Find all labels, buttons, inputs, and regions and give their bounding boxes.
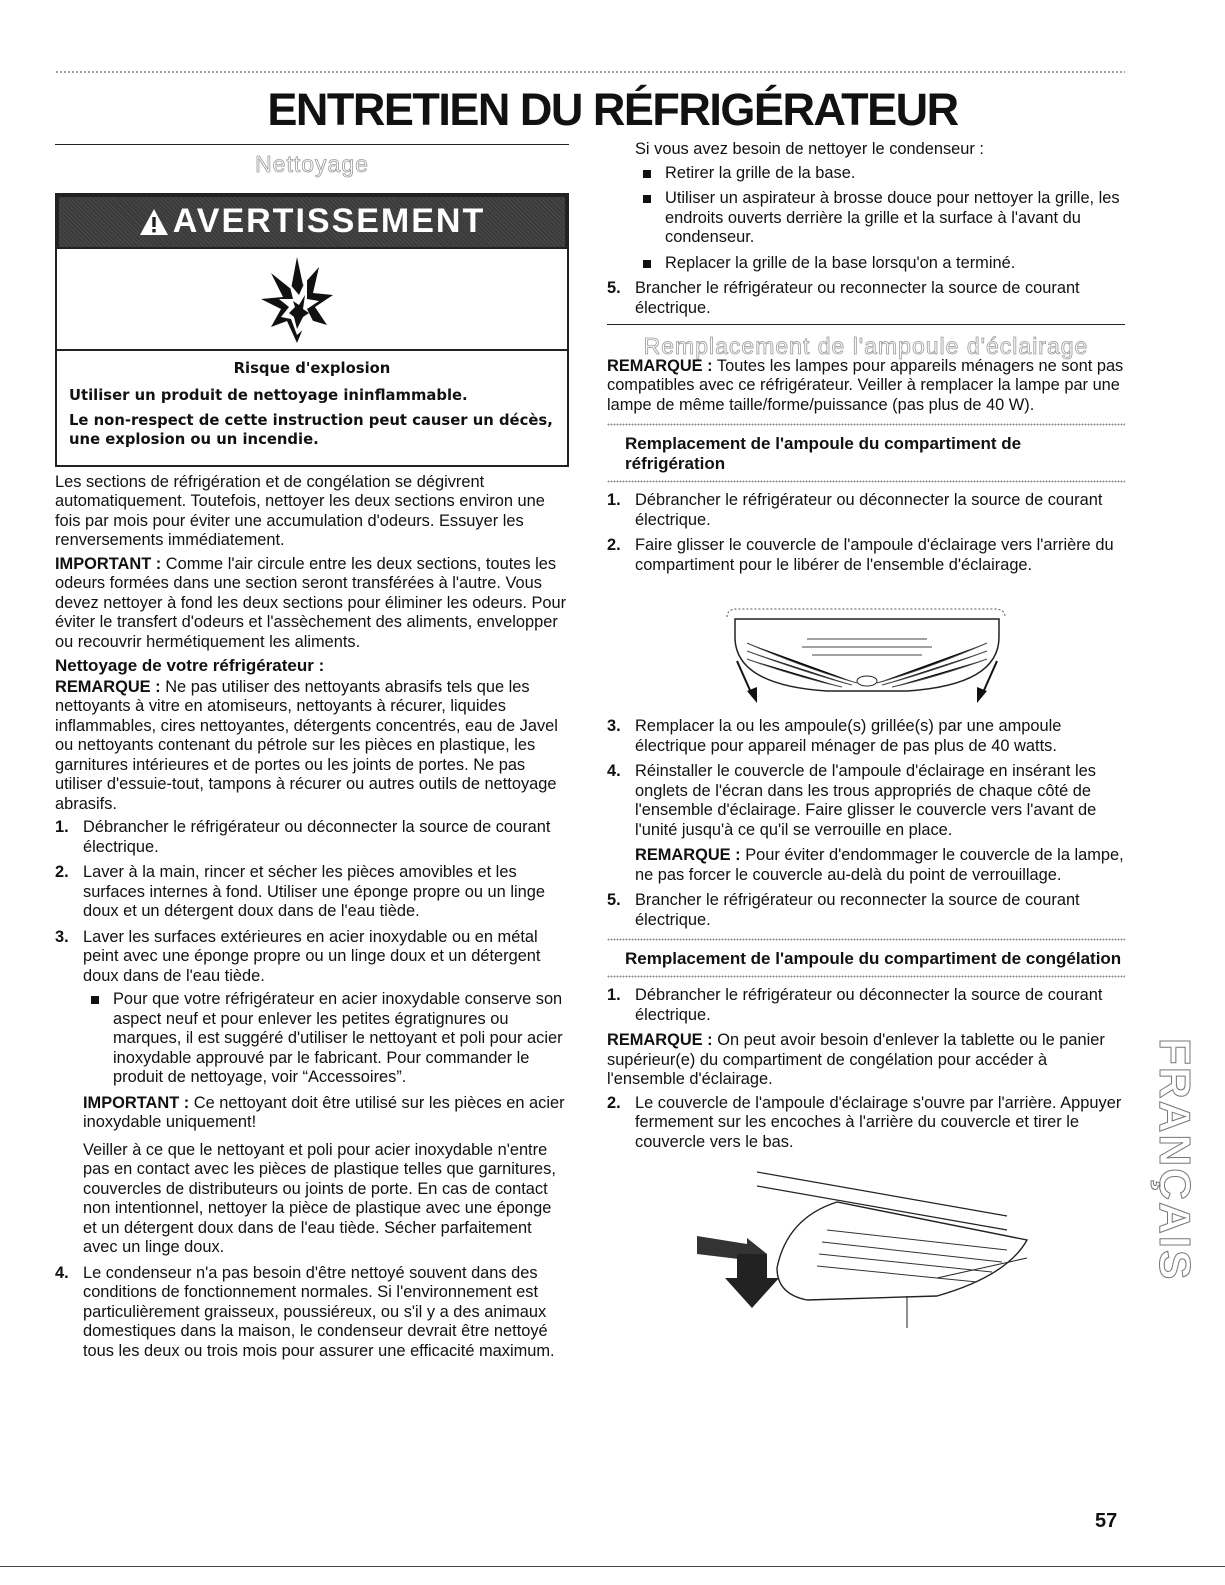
list-item: 1. Débrancher le réfrigérateur ou déconnecter la source de courant électrique. <box>55 818 551 856</box>
lamp-remarque: REMARQUE : Toutes les lampes pour appareils ménagers ne sont pas compatibles avec ce réfrigérateur. Veiller à remplacer la lampe par une lampe de même taille/forme/puissance (pas plus de 40 W). <box>607 356 1124 414</box>
warning-header <box>57 195 567 249</box>
dotted-divider <box>607 938 1125 941</box>
warning-triangle-icon <box>139 207 169 237</box>
list-item: 2. Faire glisser le couvercle de l'ampoule d'éclairage vers l'arrière du compartiment pour le libérer de l'ensemble d'éclairage. <box>607 536 1114 574</box>
list-item: 5. Brancher le réfrigérateur ou reconnecter la source de courant électrique. <box>607 891 1080 929</box>
bullet-square-icon <box>643 170 651 178</box>
fridge-lamp-steps-a <box>607 491 1125 575</box>
warning-text <box>57 351 567 465</box>
section-heading-lamp: Remplacement de l'ampoule d'éclairage <box>643 333 1089 359</box>
dotted-divider <box>607 480 1125 483</box>
list-item: 1. Débrancher le réfrigérateur ou déconnecter la source de courant électrique. <box>607 491 1103 529</box>
freezer-remarque: REMARQUE : On peut avoir besoin d'enlever la tablette ou le panier supérieur(e) du compartiment de congélation pour accéder à l'ensemble d'éclairage. <box>607 1031 1105 1088</box>
fridge-lamp-cover-illustration <box>607 581 1125 711</box>
important-paragraph-1 <box>55 555 569 653</box>
list-item: 5. Brancher le réfrigérateur ou reconnecter la source de courant électrique. <box>607 279 1080 317</box>
top-dotted-border <box>55 70 1125 74</box>
explosion-icon <box>257 255 337 345</box>
condenser-step5 <box>607 279 1125 318</box>
freezer-lamp-cover-illustration <box>607 1158 1125 1328</box>
fridge-lamp-steps-b <box>607 717 1125 930</box>
list-item: 3. Laver les surfaces extérieures en acier inoxydable ou en métal peint avec une éponge propre ou un linge doux et un détergent doux dans de l'eau tiède. Pour que votre réfrigérateur en acier inoxydable conserve son aspect neuf et pour enlever les petites égratignures ou marques, il est suggéré d'utiliser le nettoyant et poli pour acier inoxydable approuvé par le fabricant. Pour commander le produit de nettoyage, voir “Accessoires”. IMPORTANT : Ce nettoyant doit être utilisé sur les pièces en acier inoxydable uniquement! Veiller à ce que le nettoyant et poli pour acier inoxydable n'entre pas en contact avec les pièces de plastique telles que garnitures, couvercles de distributeurs ou joints de porte. En cas de contact non intentionnel, nettoyer la pièce de plastique avec une éponge et un détergent doux dans de l'eau tiède. Sécher parfaitement avec un linge doux. <box>55 928 569 1258</box>
list-item: Replacer la grille de la base lorsqu'on a terminé. <box>635 254 1125 274</box>
right-column <box>607 140 1125 1328</box>
step3-bullets <box>83 990 569 1088</box>
list-item: 2. Laver à la main, rincer et sécher les pièces amovibles et les surfaces internes à fond. Utiliser une éponge propre ou un linge doux et un détergent doux dans de l'eau tiède. <box>55 863 545 920</box>
right-rule <box>607 324 1125 325</box>
left-column <box>55 144 569 1367</box>
list-item: Pour que votre réfrigérateur en acier inoxydable conserve son aspect neuf et pour enlever les petites égratignures ou marques, il est suggéré d'utiliser le nettoyant et poli pour acier inoxydable approuvé par le fabricant. Pour commander le produit de nettoyage, voir “Accessoires”. <box>83 990 569 1088</box>
bottom-rule <box>0 1566 1225 1567</box>
remarque-text: Ne pas utiliser des nettoyants abrasifs tels que les nettoyants à vitre en atomiseurs, nettoyants à récurer, liquides inflammables, cires nettoyantes, détergents concentrés, eau de Javel ou nettoyants contenant du pétrole sur les pièces en plastique, les garnitures intérieures et de portes ou les joints de portes. Ne pas utiliser d'essuie-tout, tampons à récurer ou autres outils de nettoyage abrasifs. <box>55 677 558 813</box>
list-item: Retirer la grille de la base. <box>635 164 1125 184</box>
important-text-1: Comme l'air circule entre les deux sections, toutes les odeurs formées dans une section seront transférées à l'autre. Vous devez nettoyer à fond les deux sections pour éliminer les odeurs. Pour éviter le transfert d'odeurs et l'assèchement des aliments, envelopper ou recouvrir hermétiquement les aliments. <box>55 554 567 651</box>
condenser-bullets <box>607 164 1125 274</box>
warning-box <box>55 193 569 467</box>
page-number: 57 <box>1095 1510 1118 1532</box>
list-item: 4. Réinstaller le couvercle de l'ampoule d'éclairage en insérant les onglets de l'écran dans les trous appropriés de chaque côté de l'ensemble d'éclairage. Faire glisser le couvercle vers l'avant de l'unité jusqu'à ce qu'il se verrouille en place. REMARQUE : Pour éviter d'endommager le couvercle de la lampe, ne pas forcer le couvercle au-delà du point de verrouillage. <box>607 762 1124 884</box>
important-paragraph-2: IMPORTANT : Ce nettoyant doit être utilisé sur les pièces en acier inoxydable uniquement! <box>83 1093 565 1131</box>
veiller-paragraph: Veiller à ce que le nettoyant et poli pour acier inoxydable n'entre pas en contact avec les pièces de plastique telles que garnitures, couvercles de distributeurs ou joints de porte. En cas de contact non intentionnel, nettoyer la pièce de plastique avec une éponge et un détergent doux dans de l'eau tiède. Sécher parfaitement avec un linge doux. <box>83 1140 556 1256</box>
cleaning-steps <box>55 818 569 1361</box>
freezer-lamp-step2 <box>607 1094 1125 1153</box>
intro-paragraph: Les sections de réfrigération et de congélation se dégivrent automatiquement. Toutefois, nettoyer les deux sections environ une fois par mois pour éviter une accumulation d'odeurs. Essuyer les renversements immédiatement. <box>55 472 545 549</box>
warning-line2: Le non-respect de cette instruction peut causer un décès, une explosion ou un incendie. <box>69 411 553 448</box>
list-item: Utiliser un aspirateur à brosse douce pour nettoyer la grille, les endroits ouverts derrière la grille et la surface à l'avant du condenseur. <box>635 189 1125 248</box>
bullet-square-icon <box>643 260 651 268</box>
warning-header-label: AVERTISSEMENT <box>172 201 486 240</box>
remarque-label: REMARQUE : <box>55 677 161 696</box>
freezer-lamp-heading: Remplacement de l'ampoule du compartiment de congélation <box>625 949 1122 968</box>
subheading-cleaning-fridge: Nettoyage de votre réfrigérateur : <box>55 656 325 675</box>
warning-risk: Risque d'explosion <box>233 359 391 377</box>
list-item: 1. Débrancher le réfrigérateur ou déconnecter la source de courant électrique. <box>607 986 1103 1024</box>
section-heading-cleaning: Nettoyage <box>255 151 369 177</box>
left-top-rule <box>55 144 569 145</box>
step4-remarque: REMARQUE : Pour éviter d'endommager le couvercle de la lampe, ne pas forcer le couvercle au-delà du point de verrouillage. <box>635 846 1124 884</box>
fridge-lamp-heading: Remplacement de l'ampoule du compartiment de réfrigération <box>625 434 1022 473</box>
condenser-intro: Si vous avez besoin de nettoyer le condenseur : <box>635 140 984 158</box>
list-item: 4. Le condenseur n'a pas besoin d'être nettoyé souvent dans des conditions de fonctionnement normales. Si l'environnement est particulièrement graisseux, poussiéreux, ou s'il y a des animaux domestiques dans la maison, le condenseur devrait être nettoyé tous les deux ou trois mois pour assurer une efficacité maximum. <box>55 1263 555 1360</box>
dotted-divider <box>607 423 1125 426</box>
bullet-square-icon <box>91 996 99 1004</box>
side-tab-francais <box>1150 1030 1199 1350</box>
dotted-divider <box>607 975 1125 978</box>
side-tab-label: FRANÇAIS <box>1150 1038 1199 1282</box>
remarque-paragraph <box>55 678 569 815</box>
list-item: 3. Remplacer la ou les ampoule(s) grillée(s) par une ampoule électrique pour appareil ménager de pas plus de 40 watts. <box>607 717 1062 755</box>
list-item: 2. Le couvercle de l'ampoule d'éclairage s'ouvre par l'arrière. Appuyer fermement sur les encoches à l'arrière du couvercle et tirer le couvercle vers le bas. <box>607 1093 1122 1151</box>
page-title: ENTRETIEN DU RÉFRIGÉRATEUR <box>267 84 958 135</box>
warning-line1: Utiliser un produit de nettoyage ininflammable. <box>69 386 468 404</box>
warning-art <box>57 249 567 351</box>
freezer-lamp-step1 <box>607 986 1125 1025</box>
important-label-1: IMPORTANT : <box>55 554 162 573</box>
bullet-square-icon <box>643 195 651 203</box>
